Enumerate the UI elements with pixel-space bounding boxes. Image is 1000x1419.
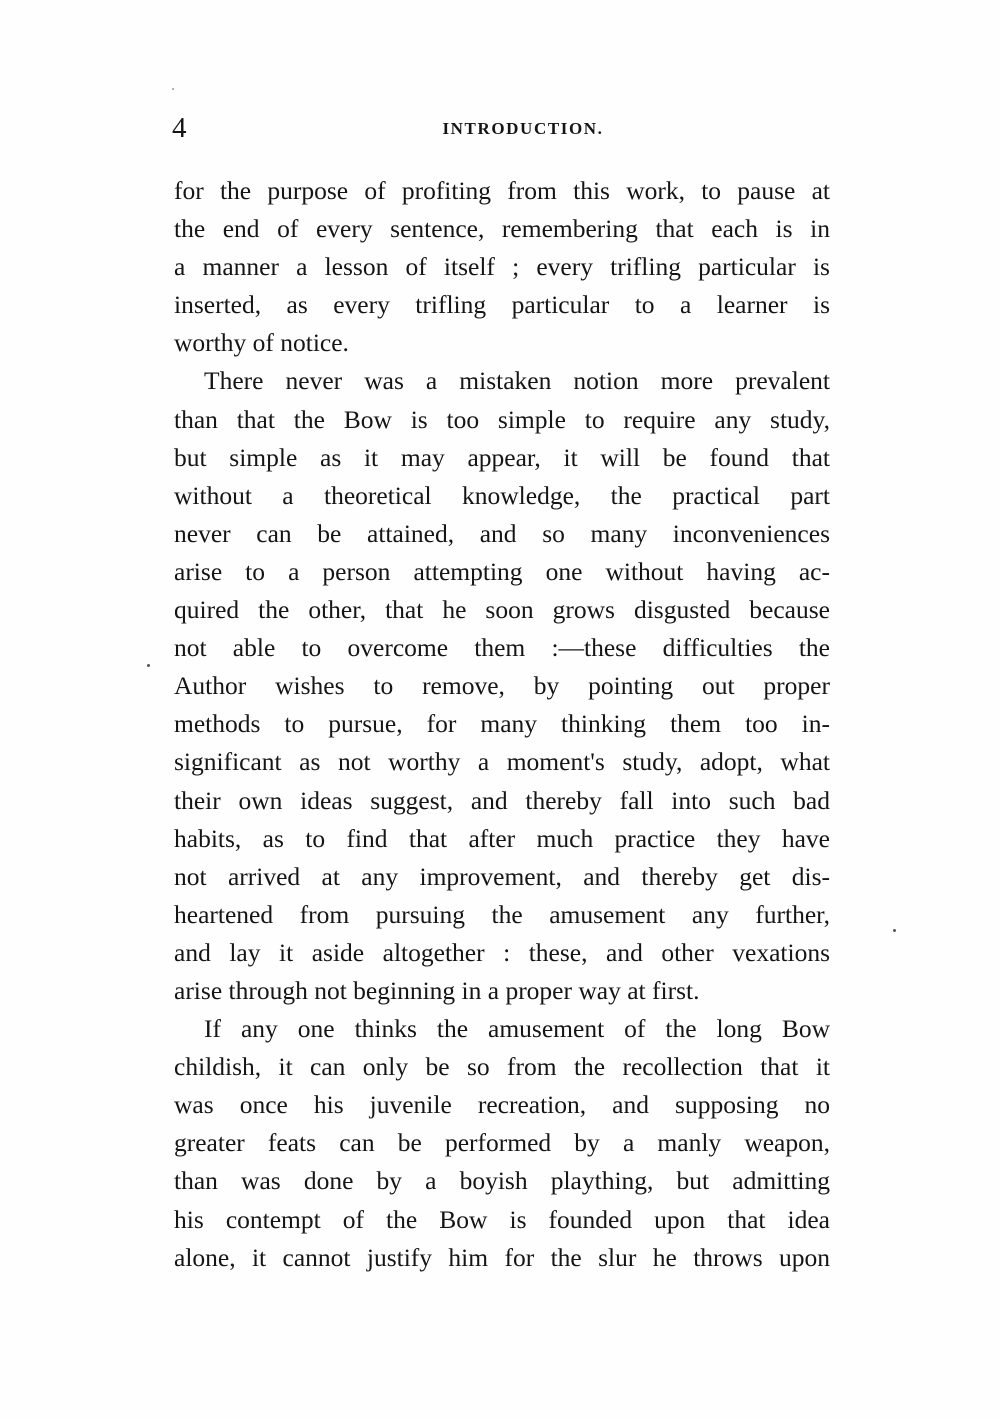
text-line: childish, it can only be so from the recollection that it bbox=[174, 1052, 830, 1082]
text-line: their own ideas suggest, and thereby fall into such bad bbox=[174, 785, 830, 815]
chapter-title: INTRODUCTION. bbox=[442, 119, 604, 138]
text-line: If any one thinks the amusement of the long Bow bbox=[204, 1014, 830, 1044]
text-line: not able to overcome them :—these difficulties the bbox=[174, 633, 830, 663]
text-line: his contempt of the Bow is founded upon that idea bbox=[174, 1204, 830, 1234]
text-line: arise to a person attempting one without having ac- bbox=[174, 556, 830, 586]
text-line: not arrived at any improvement, and thereby get dis- bbox=[174, 861, 830, 891]
text-line: and lay it aside altogether : these, and other vexations bbox=[174, 937, 830, 967]
paragraph-1 bbox=[174, 172, 830, 362]
paragraph-3 bbox=[174, 1010, 830, 1277]
scan-speck bbox=[147, 664, 150, 667]
text-line: than that the Bow is too simple to require any study, bbox=[174, 404, 830, 434]
text-line: than was done by a boyish plaything, but admitting bbox=[174, 1166, 830, 1196]
running-head bbox=[172, 108, 834, 148]
scan-speck bbox=[893, 929, 896, 932]
text-line: without a theoretical knowledge, the practical part bbox=[174, 480, 830, 510]
paragraph-2 bbox=[174, 362, 830, 1010]
text-line: the end of every sentence, remembering that each is in bbox=[174, 214, 830, 244]
text-line: habits, as to find that after much practice they have bbox=[174, 823, 830, 853]
text-line: a manner a lesson of itself ; every trifling particular is bbox=[174, 252, 830, 282]
text-line: Author wishes to remove, by pointing out proper bbox=[174, 671, 830, 701]
text-line: for the purpose of profiting from this work, to pause at bbox=[174, 176, 830, 205]
text-line: significant as not worthy a moment's study, adopt, what bbox=[174, 747, 830, 777]
text-line: alone, it cannot justify him for the slur he throws upon bbox=[174, 1242, 830, 1272]
text-line: greater feats can be performed by a manly weapon, bbox=[174, 1128, 830, 1158]
text-line: inserted, as every trifling particular to a learner is bbox=[174, 290, 830, 320]
scan-speck bbox=[172, 88, 174, 90]
text-line: There never was a mistaken notion more prevalent bbox=[204, 366, 830, 396]
text-line: methods to pursue, for many thinking them too in- bbox=[174, 709, 830, 739]
text-line: but simple as it may appear, it will be found that bbox=[174, 442, 830, 472]
text-line: was once his juvenile recreation, and supposing no bbox=[174, 1090, 830, 1120]
text-line: quired the other, that he soon grows disgusted because bbox=[174, 595, 830, 625]
text-line: arise through not beginning in a proper way at first. bbox=[174, 975, 700, 1005]
text-line: never can be attained, and so many inconveniences bbox=[174, 518, 830, 548]
text-line: worthy of notice. bbox=[174, 328, 349, 358]
text-line: heartened from pursuing the amusement any further, bbox=[174, 899, 830, 929]
body-text bbox=[174, 172, 830, 1277]
page-number: 4 bbox=[172, 112, 187, 144]
